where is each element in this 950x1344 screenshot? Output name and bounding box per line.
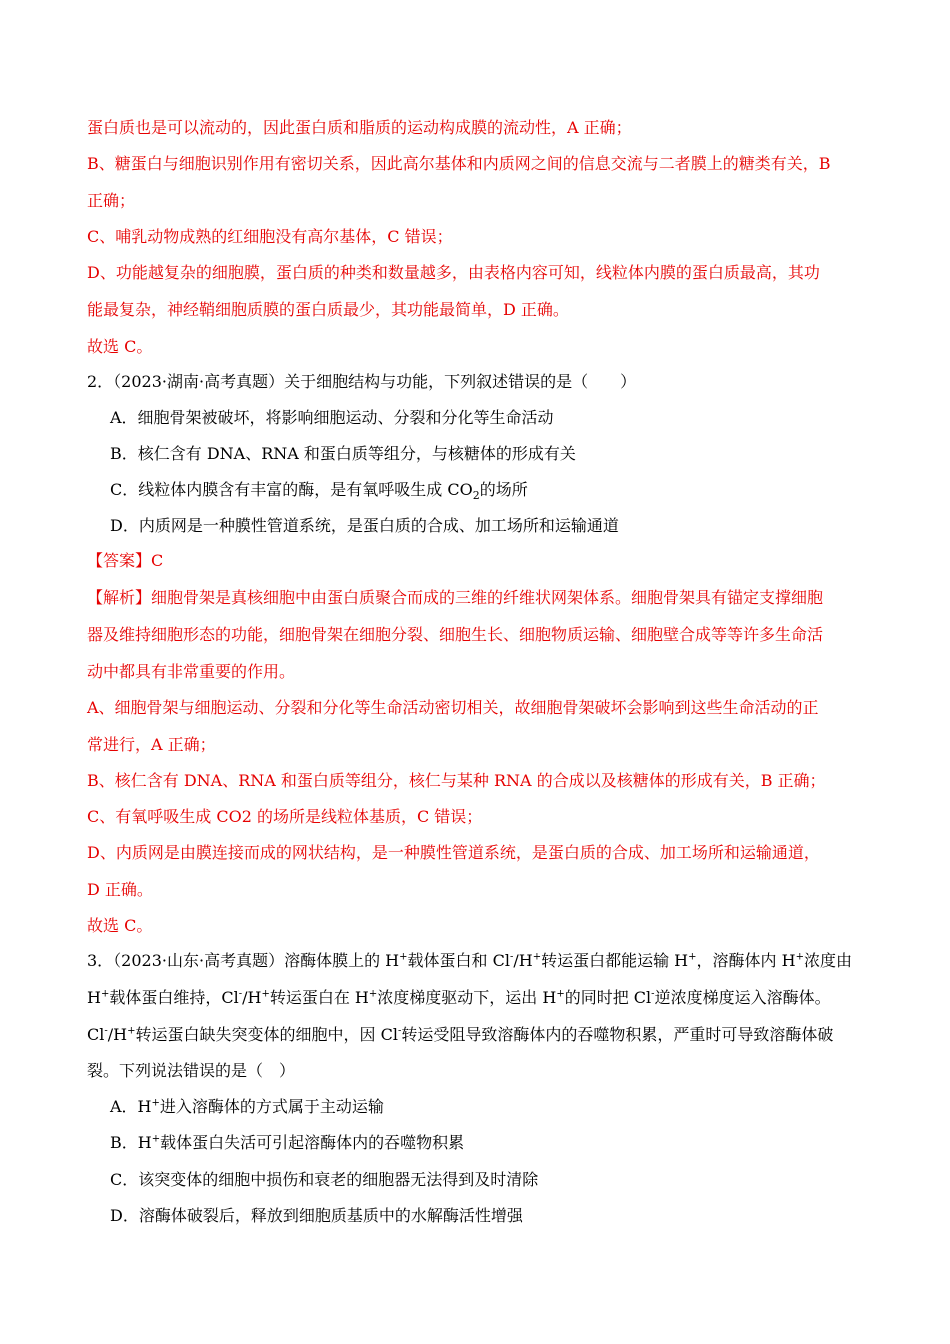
q1-explanation-line: C、哺乳动物成熟的红细胞没有高尔基体，C 错误； xyxy=(87,227,453,246)
answer-value: C xyxy=(151,551,164,570)
q2-option-c: C．线粒体内膜含有丰富的酶，是有氧呼吸生成 $CO_2$的场所 xyxy=(110,480,528,503)
q2-option-a: A．细胞骨架被破坏，将影响细胞运动、分裂和分化等生命活动 xyxy=(110,408,554,427)
q2-option-b: B．核仁含有 DNA、RNA 和蛋白质等组分，与核糖体的形成有关 xyxy=(110,444,576,463)
q3-option-a: A．H+进入溶酶体的方式属于主动运输 xyxy=(110,1097,384,1116)
q3-stem-line: Cl-/H+转运蛋白缺失突变体的细胞中，因 Cl-转运受阻导致溶酶体内的吞噬物积累，严重时可导致溶酶体破 xyxy=(87,1025,834,1044)
q2-analysis-line: 器及维持细胞形态的功能，细胞骨架在细胞分裂、细胞生长、细胞物质运输、细胞壁合成等等许多生命活 xyxy=(87,625,824,644)
q1-explanation-line: D、功能越复杂的细胞膜，蛋白质的种类和数量越多，由表格内容可知，线粒体内膜的蛋白质最高，其功 xyxy=(87,263,820,282)
q3-option-b: B．H+载体蛋白失活可引起溶酶体内的吞噬物积累 xyxy=(110,1133,465,1152)
q3-option-c: C．该突变体的细胞中损伤和衰老的细胞器无法得到及时清除 xyxy=(110,1170,539,1189)
q2-analysis-line: 动中都具有非常重要的作用。 xyxy=(87,662,296,681)
q2-analysis-line: A、细胞骨架与细胞运动、分裂和分化等生命活动密切相关，故细胞骨架破坏会影响到这些生命活动的正 xyxy=(87,698,819,717)
q1-explanation-line: 能最复杂，神经鞘细胞质膜的蛋白质最少，其功能最简单，D 正确。 xyxy=(87,300,569,319)
q2-analysis-line: D、内质网是由膜连接而成的网状结构，是一种膜性管道系统，是蛋白质的合成、加工场所和运输通道， xyxy=(87,843,820,862)
q2-analysis-line: D 正确。 xyxy=(87,880,153,899)
q2-analysis-line: 常进行，A 正确； xyxy=(87,735,216,754)
q2-option-d: D．内质网是一种膜性管道系统，是蛋白质的合成、加工场所和运输通道 xyxy=(110,516,619,535)
q1-explanation-line: 蛋白质也是可以流动的，因此蛋白质和脂质的运动构成膜的流动性，A 正确； xyxy=(87,118,632,137)
q1-conclusion: 故选 C。 xyxy=(87,337,153,356)
q2-analysis-line: B、核仁含有 DNA、RNA 和蛋白质等组分，核仁与某种 RNA 的合成以及核糖体的形成有关，B 正确； xyxy=(87,771,826,790)
analysis-tag: 【解析】 xyxy=(87,588,152,607)
q2-analysis-line: C、有氧呼吸生成 CO2 的场所是线粒体基质，C 错误； xyxy=(87,807,483,826)
q1-explanation-line: 正确； xyxy=(87,191,136,210)
q2-conclusion: 故选 C。 xyxy=(87,916,153,935)
answer-tag: 【答案】 xyxy=(87,551,152,570)
q2-stem: 2．（2023·湖南·高考真题）关于细胞结构与功能，下列叙述错误的是（ ） xyxy=(87,372,637,391)
q3-stem-line: 3．（2023·山东·高考真题）溶酶体膜上的 H+载体蛋白和 Cl-/H+转运蛋白都能运输 H+，溶酶体内 H+浓度由 xyxy=(87,951,852,970)
q2-analysis-line: 【解析】细胞骨架是真核细胞中由蛋白质聚合而成的三维的纤维状网架体系。细胞骨架具有锚定支撑细胞 xyxy=(87,588,824,607)
q3-option-d: D．溶酶体破裂后，释放到细胞质基质中的水解酶活性增强 xyxy=(110,1206,523,1225)
q2-answer xyxy=(87,550,163,572)
q3-stem-line: H+载体蛋白维持，Cl-/H+转运蛋白在 H+浓度梯度驱动下，运出 H+的同时把 Cl-逆浓度梯度运入溶酶体。 xyxy=(87,988,831,1007)
q3-stem-line: 裂。下列说法错误的是（ ） xyxy=(87,1061,296,1080)
q1-explanation-line: B、糖蛋白与细胞识别作用有密切关系，因此高尔基体和内质网之间的信息交流与二者膜上的糖类有关，B xyxy=(87,154,831,173)
